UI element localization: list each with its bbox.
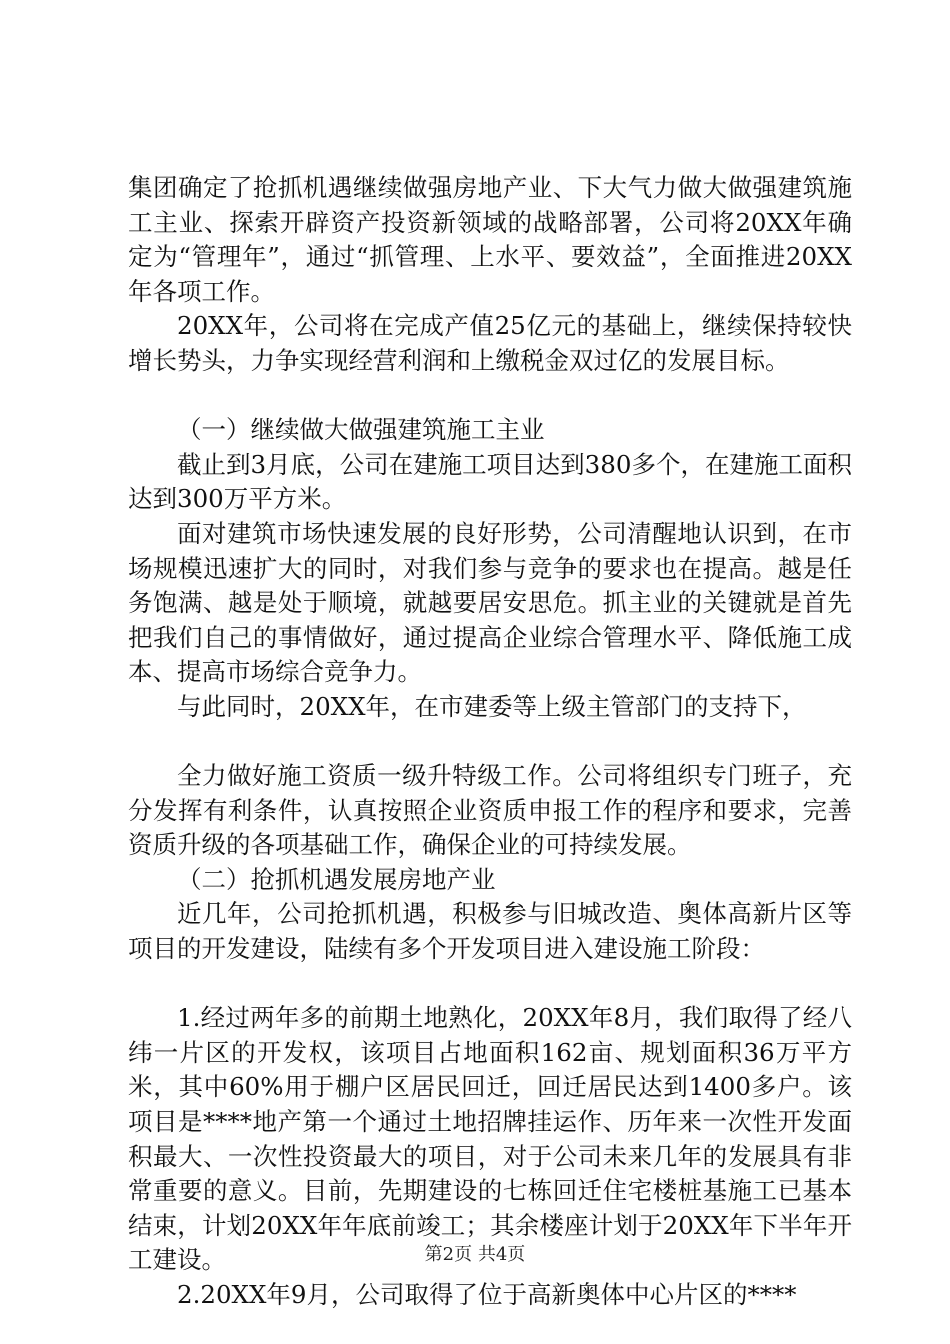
section-heading-real-estate: （二）抢抓机遇发展房地产业: [177, 864, 496, 894]
paragraph-qualification: 全力做好施工资质一级升特级工作。公司将组织专门班子，充分发挥有利条件，认真按照企业资质申报工作的程序和要求，完善资质升级的各项基础工作，确保企业的可持续发展。: [128, 761, 852, 860]
section-heading-construction: （一）继续做大做强建筑施工主业: [177, 415, 545, 445]
paragraph-projects-count: 截止到3月底，公司在建施工项目达到380多个，在建施工面积达到300万平方米。: [128, 449, 852, 514]
paragraph-item-2: 2.20XX年9月，公司取得了位于高新奥体中心片区的****: [177, 1280, 797, 1309]
paragraph-meanwhile: 与此同时，20XX年，在市建委等上级主管部门的支持下，: [177, 691, 807, 721]
page-number-footer: 第2页 共4页: [424, 1244, 526, 1265]
paragraph-recent-years: 近几年，公司抢抓机遇，积极参与旧城改造、奥体高新片区等项目的开发建设，陆续有多个开发项目进入建设施工阶段：: [128, 899, 852, 964]
paragraph-market-situation: 面对建筑市场快速发展的良好形势，公司清醒地认识到，在市场规模迅速扩大的同时，对我们参与竞争的要求也在提高。越是任务饱满、越是处于顺境，就越要居安思危。抓主业的关键就是首先把我们自己的事情做好，通过提高企业综合管理水平、降低施工成本、提高市场综合竞争力。: [128, 518, 852, 687]
paragraph-gap: [128, 379, 852, 414]
document-body: [128, 171, 852, 1313]
paragraph-annual-target: 20XX年，公司将在完成产值25亿元的基础上，继续保持较快增长势头，力争实现经营利润和上缴税金双过亿的发展目标。: [128, 311, 852, 375]
paragraph-item-1: 1.经过两年多的前期土地熟化，20XX年8月，我们取得了经八纬一片区的开发权，该项目占地面积162亩、规划面积36万平方米，其中60%用于棚户区居民回迁，回迁居民达到1400多户。该项目是****地产第一个通过土地招牌挂运作、历年来一次性开发面积最大、一次性投资最大的项目，对于公司未来几年的发展具有非常重要的意义。目前，先期建设的七栋回迁住宅楼桩基施工已基本结束，计划20XX年年底前竣工；其余楼座计划于20XX年下半年开工建设。: [128, 1003, 852, 1275]
paragraph-gap: [128, 967, 852, 1002]
paragraph-gap: [128, 725, 852, 760]
paragraph-strategy: 集团确定了抢抓机遇继续做强房地产业、下大气力做大做强建筑施工主业、探索开辟资产投资新领域的战略部署，公司将20XX年确定为“管理年”，通过“抓管理、上水平、要效益”，全面推进20XX年各项工作。: [128, 173, 852, 306]
